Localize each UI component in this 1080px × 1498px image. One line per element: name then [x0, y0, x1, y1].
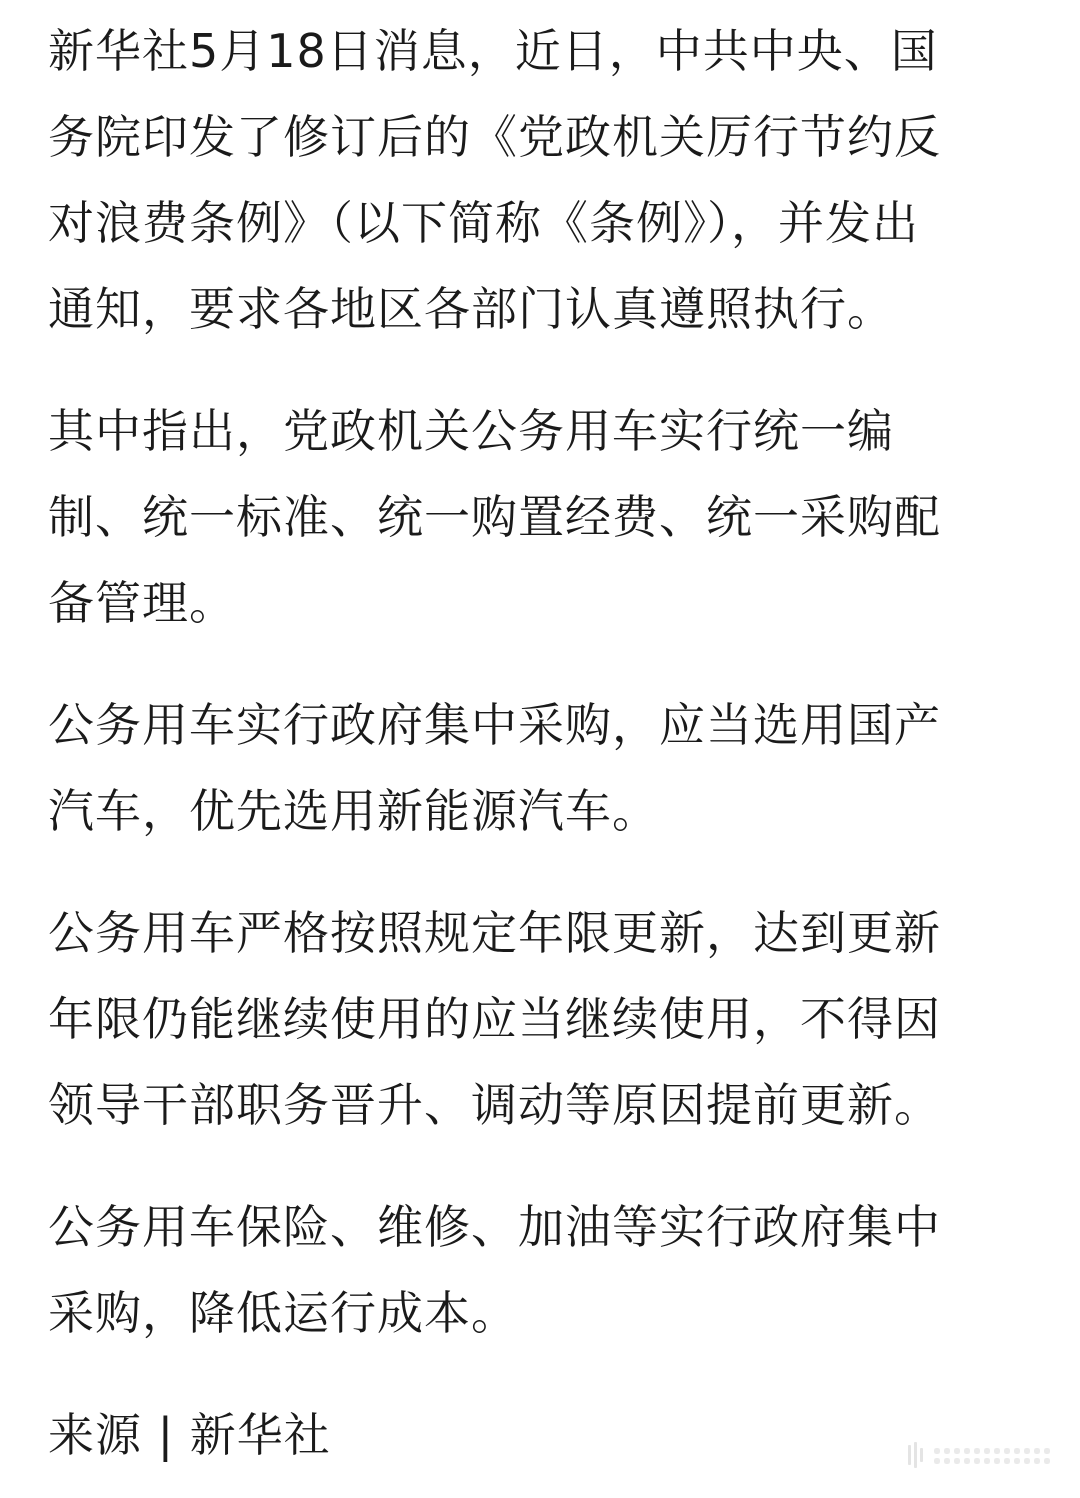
paragraph-vehicle-management: 其中指出，党政机关公务用车实行统一编 制、统一标准、统一购置经费、统一采购配 备管理。	[48, 404, 941, 630]
paragraph-running-costs: 公务用车保险、维修、加油等实行政府集中 采购，降低运行成本。	[48, 1200, 941, 1340]
paragraph-renewal: 公务用车严格按照规定年限更新，达到更新 年限仍能继续使用的应当继续使用，不得因 领导干部职务晋升、调动等原因提前更新。	[48, 906, 941, 1132]
paragraph-intro: 新华社5月18日消息，近日，中共中央、国 务院印发了修订后的《党政机关厉行节约反 对浪费条例》（以下简称《条例》），并发出 通知，要求各地区各部门认真遵照执行。	[48, 24, 941, 336]
paragraph-procurement: 公务用车实行政府集中采购，应当选用国产 汽车，优先选用新能源汽车。	[48, 698, 941, 838]
source-line: 来源 | 新华社	[48, 1408, 331, 1462]
watermark-logo	[908, 1442, 1052, 1468]
article-body	[48, 8, 1038, 1478]
